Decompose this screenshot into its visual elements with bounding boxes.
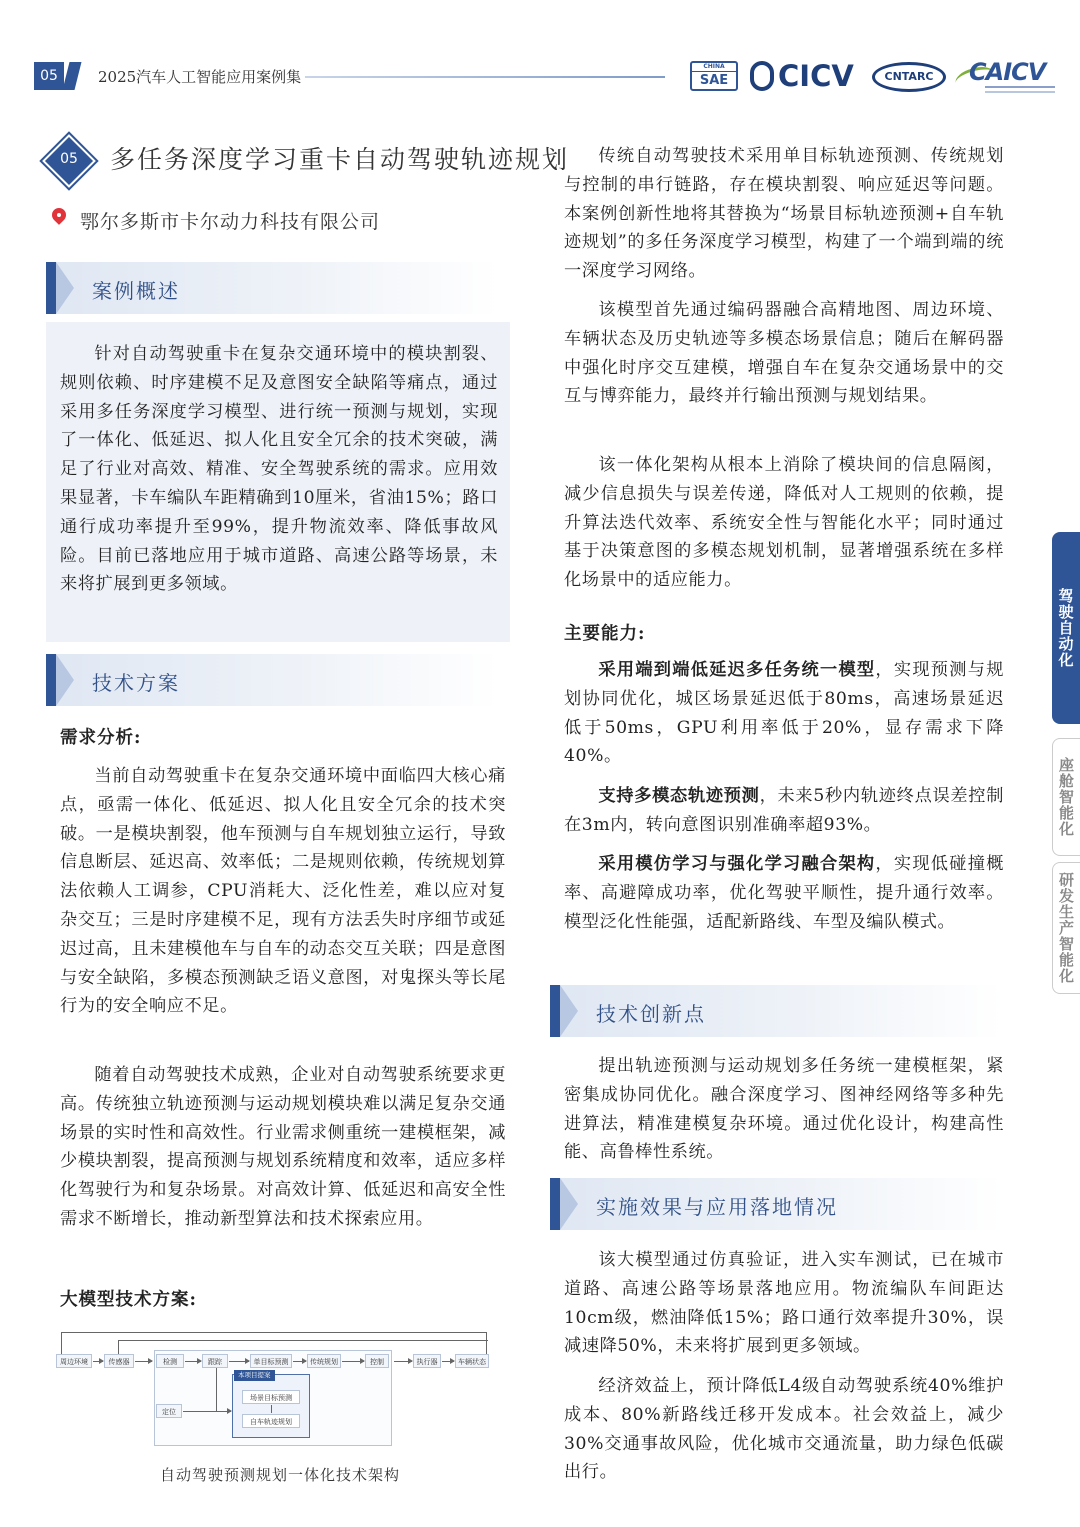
chevron-icon <box>56 262 74 314</box>
page-number: 05 <box>34 62 64 90</box>
node-ego-planning: 自车轨迹规划 <box>242 1414 300 1428</box>
model-heading: 大模型技术方案: <box>60 1290 197 1310</box>
page-header <box>0 0 1080 110</box>
right-paragraph-2: 该模型首先通过编码器融合高精地图、周边环境、车辆状态及历史轨迹等多模态场景信息；随后在解码器中强化时序交互建模，增强自车在复杂交通场景中的交互与博弈能力，最终并行输出预测与规划结果。 <box>564 300 1004 407</box>
overview-text: 针对自动驾驶重卡在复杂交通环境中的模块割裂、规则依赖、时序建模不足及意图安全缺陷等痛点，通过采用多任务深度学习模型、进行统一预测与规划，实现了一体化、低延迟、拟人化且安全冗余的技术突破，满足了行业对高效、精准、安全驾驶系统的需求。应用效果显著，卡车编队车距精确到10厘米，省油15%；路口通行成功率提升至99%，提升物流效率、降低事故风险。目前已落地应用于城市道路、高速公路等场景，未来将扩展到更多领域。 <box>60 344 498 595</box>
side-tab-rd-production[interactable]: 研发生产智能化 <box>1052 862 1080 994</box>
section-overview-header: 案例概述 <box>46 262 498 314</box>
node-single-prediction: 单目标预测 <box>250 1354 292 1368</box>
chevron-icon <box>560 1178 578 1230</box>
section-results-header: 实施效果与应用落地情况 <box>550 1178 1002 1230</box>
overview-box <box>46 322 510 642</box>
side-tab-driving-automation[interactable]: 驾驶自动化 <box>1052 532 1080 724</box>
case-number: 05 <box>60 151 78 167</box>
right-paragraph-3: 该一体化架构从根本上消除了模块间的信息隔阂，减少信息损失与误差传递，降低对人工规则的依赖，提升算法迭代效率、系统安全性与智能化水平；同时通过基于决策意图的多模态规划机制，显著增强系统在多样化场景中的适应能力。 <box>564 455 1004 591</box>
demand-paragraph-2: 随着自动驾驶技术成熟，企业对自动驾驶系统要求更高。传统独立轨迹预测与运动规划模块难以满足复杂交通场景的实时性和高效性。行业需求侧重统一建模框架，减少模块割裂，提高预测与规划系统精度和效率，适应多样化驾驶行为和复杂场景。对高效计算、低延迟和高安全性需求不断增长，推动新型算法和技术探索应用。 <box>60 1065 506 1229</box>
node-tracking: 跟踪 <box>202 1354 228 1368</box>
chevron-icon <box>56 654 74 706</box>
caicv-logo: CAICV <box>955 58 1055 98</box>
ability-1: 采用端到端低延迟多任务统一模型，实现预测与规划协同优化，城区场景延迟低于80ms，高速场景延迟低于50ms，GPU利用率低于20%，显存需求下降40%。 <box>564 660 1004 767</box>
section-tech-header: 技术方案 <box>46 654 498 706</box>
cntarc-logo: CNTARC <box>872 62 946 92</box>
chevron-icon <box>560 985 578 1037</box>
side-tab-cockpit[interactable]: 座舱智能化 <box>1052 738 1080 856</box>
section-innovation-header: 技术创新点 <box>550 985 1002 1037</box>
document-title: 2025汽车人工智能应用案例集 <box>98 68 302 86</box>
company-name: 鄂尔多斯市卡尔动力科技有限公司 <box>80 211 381 233</box>
cicv-logo: CICV <box>750 60 854 92</box>
node-scene-prediction: 场景目标预测 <box>242 1390 300 1404</box>
node-detection: 检测 <box>156 1354 184 1368</box>
node-control: 控制 <box>365 1354 389 1368</box>
china-sae-logo: CHINA SAE <box>690 61 738 91</box>
demand-paragraph-1: 当前自动驾驶重卡在复杂交通环境中面临四大核心痛点，亟需一体化、低延迟、拟人化且安全冗余的技术突破。一是模块割裂，他车预测与自车规划独立运行，导致信息断层、延迟高、效率低；二是规则依赖，传统规划算法依赖人工调参，CPU消耗大、泛化性差，难以应对复杂交互；三是时序建模不足，现有方法丢失时序细节或延迟过高，且未建模他车与自车的动态交互关联；四是意图与安全缺陷，多模态预测缺乏语义意图，对鬼探头等长尾行为的安全响应不足。 <box>60 766 506 1017</box>
right-paragraph-1: 传统自动驾驶技术采用单目标轨迹预测、传统规划与控制的串行链路，存在模块割裂、响应延迟等问题。本案例创新性地将其替换为“场景目标轨迹预测+自车轨迹规划”的多任务深度学习模型，构建了一个端到端的统一深度学习网络。 <box>564 146 1004 282</box>
proposal-label: 本项目提案 <box>234 1370 275 1381</box>
node-sensor: 传感器 <box>104 1354 134 1368</box>
page-tab-decor <box>63 62 82 90</box>
node-traditional-planning: 传统规划 <box>307 1354 341 1368</box>
header-divider <box>305 76 665 78</box>
results-paragraph-1: 该大模型通过仿真验证，进入实车测试，已在城市道路、高速公路等场景落地应用。物流编队车间距达10cm级，燃油降低15%；路口通行效率提升30%，误减速降50%，未来将扩展到更多领域。 <box>564 1250 1004 1357</box>
demand-heading: 需求分析: <box>60 728 142 748</box>
node-vehicle-state: 车辆状态 <box>455 1354 489 1368</box>
case-title: 多任务深度学习重卡自动驾驶轨迹规划 <box>110 145 570 174</box>
ability-heading: 主要能力: <box>564 624 646 644</box>
ability-2: 支持多模态轨迹预测，未来5秒内轨迹终点误差控制在3m内，转向意图识别准确率超93%。 <box>564 786 1004 835</box>
node-actuator: 执行器 <box>413 1354 441 1368</box>
node-localization: 定位 <box>156 1404 182 1418</box>
innovation-text: 提出轨迹预测与运动规划多任务统一建模框架，紧密集成协同优化。融合深度学习、图神经网络等多种先进算法，精准建模复杂环境。通过优化设计，构建高性能、高鲁棒性系统。 <box>564 1056 1004 1163</box>
architecture-diagram <box>56 1330 496 1450</box>
diagram-caption: 自动驾驶预测规划一体化技术架构 <box>159 1466 400 1484</box>
ability-3: 采用模仿学习与强化学习融合架构，实现低碰撞概率、高避障成功率，优化驾驶平顺性，提升通行效率。模型泛化性能强，适配新路线、车型及编队模式。 <box>564 854 1004 932</box>
results-paragraph-2: 经济效益上，预计降低L4级自动驾驶系统40%维护成本、80%新路线迁移开发成本。社会效益上，减少30%交通事故风险，优化城市交通流量，助力绿色低碳出行。 <box>564 1376 1004 1483</box>
node-surrounding: 周边环境 <box>56 1354 92 1368</box>
cicv-mark-icon <box>750 61 774 91</box>
